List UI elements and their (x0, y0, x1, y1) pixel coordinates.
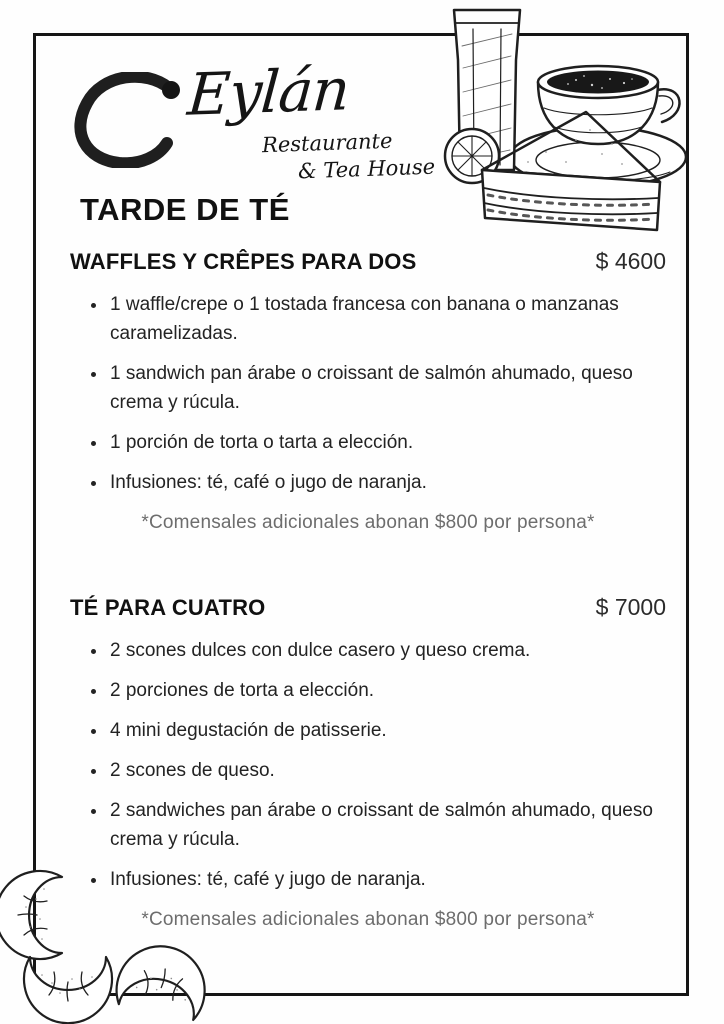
menu-item: • 1 waffle/crepe o 1 tostada francesa con banana o manzanas caramelizadas. (108, 290, 666, 348)
section-price: $ 7000 (595, 594, 666, 620)
extra-guests-note: *Comensales adicionales abonan $800 por persona* (141, 909, 595, 930)
croissant-icon (113, 938, 213, 1021)
croissant-icon (0, 871, 62, 959)
logo-wordmark: Eylán (185, 55, 352, 129)
menu-item-list (84, 290, 666, 497)
croissants-illustration (0, 843, 218, 1024)
extra-guests-note: *Comensales adicionales abonan $800 por persona* (141, 512, 595, 533)
section-title: TÉ PARA CUATRO (70, 595, 266, 620)
section-price: $ 4600 (595, 248, 666, 274)
section-title: WAFFLES Y CRÊPES PARA DOS (70, 249, 417, 274)
logo-subtitle-restaurante: Restaurante (261, 128, 393, 158)
tea-set-illustration (426, 2, 706, 248)
croissant-icon (24, 957, 112, 1023)
section-heading-row (70, 248, 666, 275)
page-title: TARDE DE TÉ (80, 192, 290, 227)
menu-item: • 4 mini degustación de patisserie. (108, 716, 666, 745)
menu-content (70, 248, 666, 931)
menu-item: • Infusiones: té, café y jugo de naranja. (108, 865, 666, 894)
menu-item: • 2 scones dulces con dulce casero y queso crema. (108, 636, 666, 665)
section-waffles-crepes (70, 248, 666, 534)
menu-item: • 1 porción de torta o tarta a elección. (108, 428, 666, 457)
logo-subtitle-tea-house: & Tea House (297, 154, 436, 184)
section-heading-row (70, 594, 666, 621)
menu-item: • Infusiones: té, café o jugo de naranja. (108, 468, 666, 497)
menu-item: • 2 porciones de torta a elección. (108, 676, 666, 705)
logo-c-swash-icon (74, 72, 186, 173)
menu-item: • 1 sandwich pan árabe o croissant de salmón ahumado, queso crema y rúcula. (108, 359, 666, 417)
menu-item: • 2 scones de queso. (108, 756, 666, 785)
menu-item: • 2 sandwiches pan árabe o croissant de salmón ahumado, queso crema y rúcula. (108, 796, 666, 854)
